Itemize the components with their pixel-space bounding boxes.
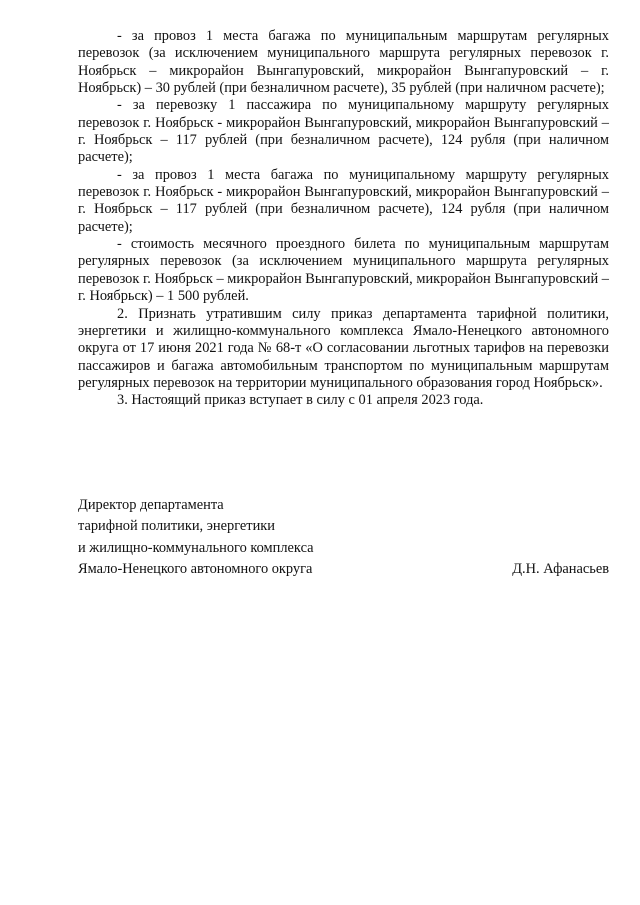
signature-block	[78, 495, 609, 580]
signature-title-line-1: Директор департамента	[78, 497, 224, 513]
signatory-name: Д.Н. Афанасьев	[512, 560, 609, 577]
paragraph-baggage-route-fare: - за провоз 1 места багажа по муниципальному маршруту регулярных перевозок г. Ноябрьск - микрорайон Вынгапуровский, микрорайон Вынгапуровский – г. Ноябрьск – 117 рублей (при безналичном расчете), 124 рубля (при наличном расчете);	[78, 166, 609, 235]
paragraph-monthly-ticket: - стоимость месячного проездного билета по муниципальным маршрутам регулярных перевозок (за исключением муниципального маршрута регулярных перевозок г. Ноябрьск – микрорайон Вынгапуровский, микрорайон Вынгапуровский – г. Ноябрьск) – 1 500 рублей.	[78, 236, 609, 305]
signature-final-line	[78, 559, 609, 580]
signature-title-line-2: тарифной политики, энергетики	[78, 518, 275, 535]
paragraph-passenger-fare: - за перевозку 1 пассажира по муниципальному маршруту регулярных перевозок г. Ноябрьск - микрорайон Вынгапуровский, микрорайон Вынгапуровский – г. Ноябрьск – 117 рублей (при безналичном расчете), 124 рубля (при наличном расчете);	[78, 97, 609, 166]
paragraph-repeal-order: 2. Признать утратившим силу приказ департамента тарифной политики, энергетики и жилищно-коммунального комплекса Ямало-Ненецкого автономного округа от 17 июня 2021 года № 68-т «О согласовании льготных тарифов на перевозки пассажиров и багажа автомобильным транспортом по муниципальным маршрутам регулярных перевозок на территории муниципального образования город Ноябрьск».	[78, 305, 609, 391]
document-body	[78, 28, 609, 410]
signature-title-line-3: и жилищно-коммунального комплекса	[78, 539, 314, 556]
paragraph-baggage-fare: - за провоз 1 места багажа по муниципальным маршрутам регулярных перевозок (за исключением муниципального маршрута регулярных перевозок г. Ноябрьск – микрорайон Вынгапуровский, микрорайон Вынгапуровский – г. Ноябрьск) – 30 рублей (при безналичном расчете), 35 рублей (при наличном расчете);	[78, 28, 609, 97]
signature-title-line-4: Ямало-Ненецкого автономного округа	[78, 560, 313, 577]
paragraph-effective-date: 3. Настоящий приказ вступает в силу с 01 апреля 2023 года.	[117, 392, 484, 409]
